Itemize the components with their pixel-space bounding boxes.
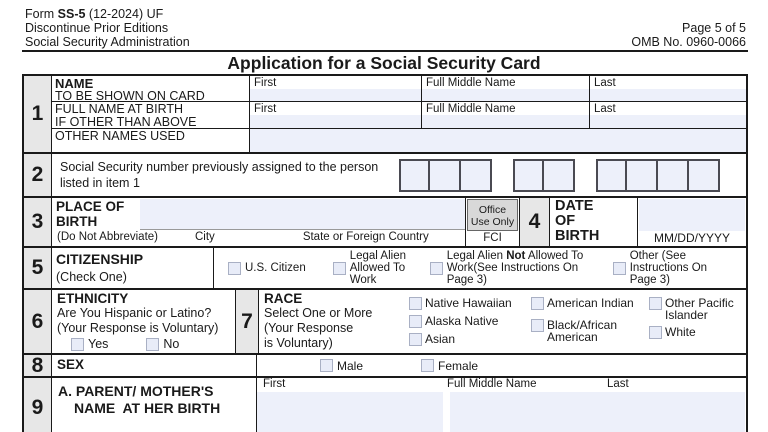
- ssn-box[interactable]: [513, 159, 544, 192]
- discontinue-line: Discontinue Prior Editions: [25, 21, 169, 35]
- date-format-hint: MM/DD/YYYY: [653, 231, 730, 245]
- ssn-box[interactable]: [689, 159, 720, 192]
- ssn-box[interactable]: [658, 159, 689, 192]
- male-checkbox[interactable]: [320, 359, 333, 372]
- item3-number: 3: [24, 198, 52, 246]
- option-native-hawaiian[interactable]: Native Hawaiian: [409, 297, 531, 310]
- item1-name-row: [24, 76, 746, 154]
- ssn-area-group: [399, 159, 492, 192]
- item8-number: 8: [24, 355, 52, 376]
- hispanic-no-checkbox[interactable]: [146, 338, 159, 351]
- alaska-native-checkbox[interactable]: [409, 315, 422, 328]
- name-card-first-input[interactable]: [250, 89, 421, 101]
- citizenship-label: CITIZENSHIP (Check One): [52, 248, 214, 288]
- mother-first-input[interactable]: [257, 392, 443, 432]
- name-at-birth-label: FULL NAME AT BIRTH IF OTHER THAN ABOVE: [52, 102, 250, 128]
- other-names-input[interactable]: [250, 129, 746, 152]
- race-options: [409, 290, 747, 353]
- name-at-birth-subrow: [52, 102, 746, 129]
- date-of-birth-cell: [638, 198, 746, 246]
- header-left: [25, 7, 190, 49]
- place-of-birth-label: PLACE OF BIRTH: [56, 199, 125, 229]
- legal-alien-not-allowed-checkbox[interactable]: [430, 262, 443, 275]
- office-use-only-cell: [466, 198, 520, 246]
- birth-first-input[interactable]: [250, 115, 421, 128]
- female-checkbox[interactable]: [421, 359, 434, 372]
- us-citizen-checkbox[interactable]: [228, 262, 241, 275]
- legal-alien-allowed-checkbox[interactable]: [333, 262, 346, 275]
- date-of-birth-input[interactable]: [639, 199, 745, 231]
- agency-line: Social Security Administration: [25, 35, 190, 49]
- option-other-citizenship[interactable]: Other (See Instructions On Page 3): [613, 250, 724, 286]
- mother-middle-last-input[interactable]: [450, 392, 745, 432]
- birth-middle-cell: Full Middle Name: [422, 102, 590, 128]
- ssn-box[interactable]: [430, 159, 461, 192]
- option-hispanic-yes[interactable]: Yes: [71, 337, 108, 352]
- sex-label: SEX: [52, 355, 257, 376]
- form-id-line: Form SS-5 (12-2024) UF: [25, 7, 164, 21]
- item7-number: 7: [236, 290, 259, 353]
- option-hispanic-no[interactable]: No: [146, 337, 179, 352]
- fci-label: FCI: [483, 232, 502, 244]
- citizenship-options: [214, 248, 746, 288]
- form-table: [22, 74, 748, 432]
- birth-last-cell: Last: [590, 102, 746, 128]
- ssn-boxes: [390, 154, 746, 196]
- black-african-american-checkbox[interactable]: [531, 319, 544, 332]
- ethnicity-options: [71, 337, 235, 352]
- option-black-african-american[interactable]: Black/African American: [531, 319, 649, 343]
- name-card-last-input[interactable]: [590, 89, 746, 101]
- other-names-label: OTHER NAMES USED: [52, 129, 250, 152]
- item1-number: 1: [24, 76, 52, 152]
- ssn-box[interactable]: [399, 159, 430, 192]
- mother-name-fields: [257, 378, 746, 432]
- item6-item7-row: [24, 290, 746, 355]
- option-legal-alien-allowed[interactable]: Legal Alien Allowed To Work: [333, 250, 414, 286]
- item4-number: 4: [520, 198, 550, 246]
- item9-mother-name-row: [24, 378, 746, 432]
- page-title: Application for a Social Security Card: [227, 53, 541, 73]
- item2-ssn-row: [24, 154, 746, 198]
- birth-middle-input[interactable]: [422, 115, 589, 128]
- birth-first-cell: First: [250, 102, 422, 128]
- race-label: RACE Select One or More (Your Response is Voluntary): [264, 291, 373, 350]
- ssn-group-group: [513, 159, 575, 192]
- asian-checkbox[interactable]: [409, 333, 422, 346]
- birth-last-input[interactable]: [590, 115, 746, 128]
- name-on-card-subrow: [52, 76, 746, 102]
- ssn-previous-label: Social Security number previously assigned to the person listed in item 1: [60, 160, 379, 190]
- option-white[interactable]: White: [649, 326, 747, 339]
- item9-number: 9: [24, 378, 52, 432]
- place-of-birth-input[interactable]: [140, 199, 465, 230]
- name-on-card-label: NAME TO BE SHOWN ON CARD: [52, 76, 250, 101]
- ethnicity-cell: ETHNICITY Are You Hispanic or Latino? (Your Response is Voluntary) Yes No: [52, 290, 236, 353]
- option-alaska-native[interactable]: Alaska Native: [409, 315, 531, 328]
- form-header: [0, 0, 768, 49]
- field-gap: [443, 392, 450, 432]
- native-hawaiian-checkbox[interactable]: [409, 297, 422, 310]
- place-of-birth-cell: [52, 198, 466, 246]
- item8-sex-row: [24, 355, 746, 378]
- ssn-box[interactable]: [596, 159, 627, 192]
- item2-number: 2: [24, 154, 52, 196]
- mother-name-label: A. PARENT/ MOTHER'S NAME AT HER BIRTH: [52, 378, 257, 432]
- other-citizenship-checkbox[interactable]: [613, 262, 626, 275]
- option-male[interactable]: Male: [320, 359, 363, 373]
- option-female[interactable]: Female: [421, 359, 478, 373]
- mother-name-inputs: [257, 392, 746, 432]
- omb-number: OMB No. 0960-0066: [631, 35, 746, 49]
- option-legal-alien-not-allowed[interactable]: Legal Alien Not Allowed To Work(See Instructions On Page 3): [430, 250, 601, 286]
- item5-citizenship-row: [24, 248, 746, 290]
- header-right: [631, 21, 746, 49]
- name-card-middle-input[interactable]: [422, 89, 589, 101]
- ssn-box[interactable]: [461, 159, 492, 192]
- place-of-birth-sublabels: (Do Not Abbreviate) City State or Foreign Country: [57, 231, 429, 243]
- item3-item4-row: [24, 198, 746, 248]
- option-other-pacific-islander[interactable]: Other Pacific Islander: [649, 297, 747, 321]
- office-use-only-box: Office Use Only: [467, 199, 518, 231]
- white-checkbox[interactable]: [649, 326, 662, 339]
- name-card-middle-cell: Full Middle Name: [422, 76, 590, 101]
- option-asian[interactable]: Asian: [409, 333, 531, 346]
- item6-number: 6: [24, 290, 52, 353]
- hispanic-yes-checkbox[interactable]: [71, 338, 84, 351]
- page-number: Page 5 of 5: [682, 21, 746, 35]
- ssn-box[interactable]: [544, 159, 575, 192]
- race-column-3: [649, 297, 747, 353]
- date-of-birth-label: DATE OF BIRTH: [550, 198, 638, 246]
- other-pacific-islander-checkbox[interactable]: [649, 297, 662, 310]
- mother-name-column-labels: First Full Middle Name Last: [263, 378, 629, 390]
- other-names-subrow: [52, 129, 746, 152]
- sex-options: [257, 355, 746, 376]
- ssn-serial-group: [596, 159, 720, 192]
- name-card-last-cell: Last: [590, 76, 746, 101]
- option-american-indian[interactable]: American Indian: [531, 297, 649, 310]
- item5-number: 5: [24, 248, 52, 288]
- race-column-2: [531, 297, 649, 353]
- race-column-1: [409, 297, 531, 353]
- option-us-citizen[interactable]: U.S. Citizen: [228, 262, 306, 275]
- american-indian-checkbox[interactable]: [531, 297, 544, 310]
- name-card-first-cell: First: [250, 76, 422, 101]
- ssn-box[interactable]: [627, 159, 658, 192]
